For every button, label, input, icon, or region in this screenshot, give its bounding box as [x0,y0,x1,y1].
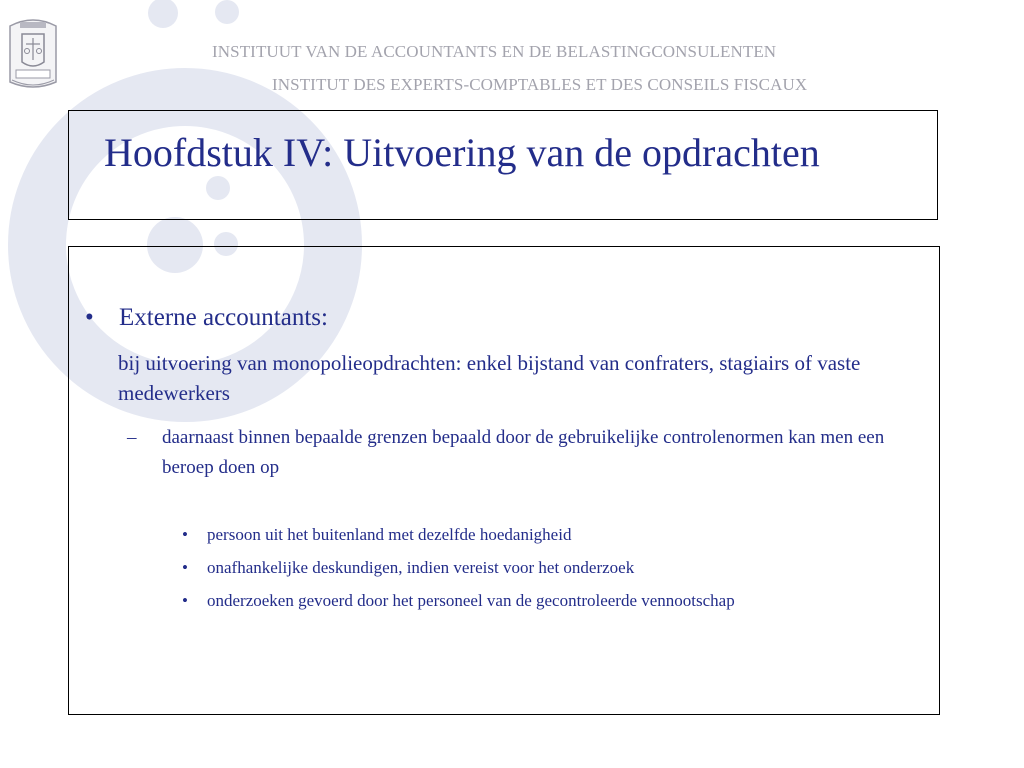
list-item-text: persoon uit het buitenland met dezelfde hoedanigheid [207,525,572,544]
bullet-marker: • [182,525,188,544]
sub-bullet-text: daarnaast binnen bepaalde grenzen bepaald door de gebruikelijke controlenormen kan men een beroep doen op [162,427,885,478]
dash-marker: – [127,427,137,448]
bullet-text: Externe accountants: [119,304,328,331]
bullet-external-accountants [85,303,328,333]
title-box [68,110,938,220]
sub-bullet-control-norms [127,423,922,483]
paragraph-monopoly-assignments: bij uitvoering van monopolieopdrachten: enkel bijstand van confraters, stagiairs of vaste medewerkers [118,351,861,405]
list-item-text: onafhankelijke deskundigen, indien vereist voor het onderzoek [207,558,635,577]
bullet-marker: • [182,558,188,577]
list-item-text: onderzoeken gevoerd door het personeel van de gecontroleerde vennootschap [207,591,735,610]
bullet-marker: • [85,304,94,331]
content-box [68,246,940,715]
bullet-marker: • [182,591,188,610]
institute-name-french: INSTITUT DES EXPERTS-COMPTABLES ET DES CONSEILS FISCAUX [272,75,808,94]
sub-sub-bullet-list [182,524,735,623]
list-item [182,524,735,557]
list-item [182,557,735,590]
institute-name-dutch: INSTITUUT VAN DE ACCOUNTANTS EN DE BELASTINGCONSULENTEN [212,42,777,61]
decor-dot-top-left [148,0,178,28]
list-item [182,590,735,623]
slide-title: Hoofdstuk IV: Uitvoering van de opdrachten [104,130,820,175]
decor-dot-top-mid [215,0,239,24]
institute-seal-logo [4,12,62,94]
